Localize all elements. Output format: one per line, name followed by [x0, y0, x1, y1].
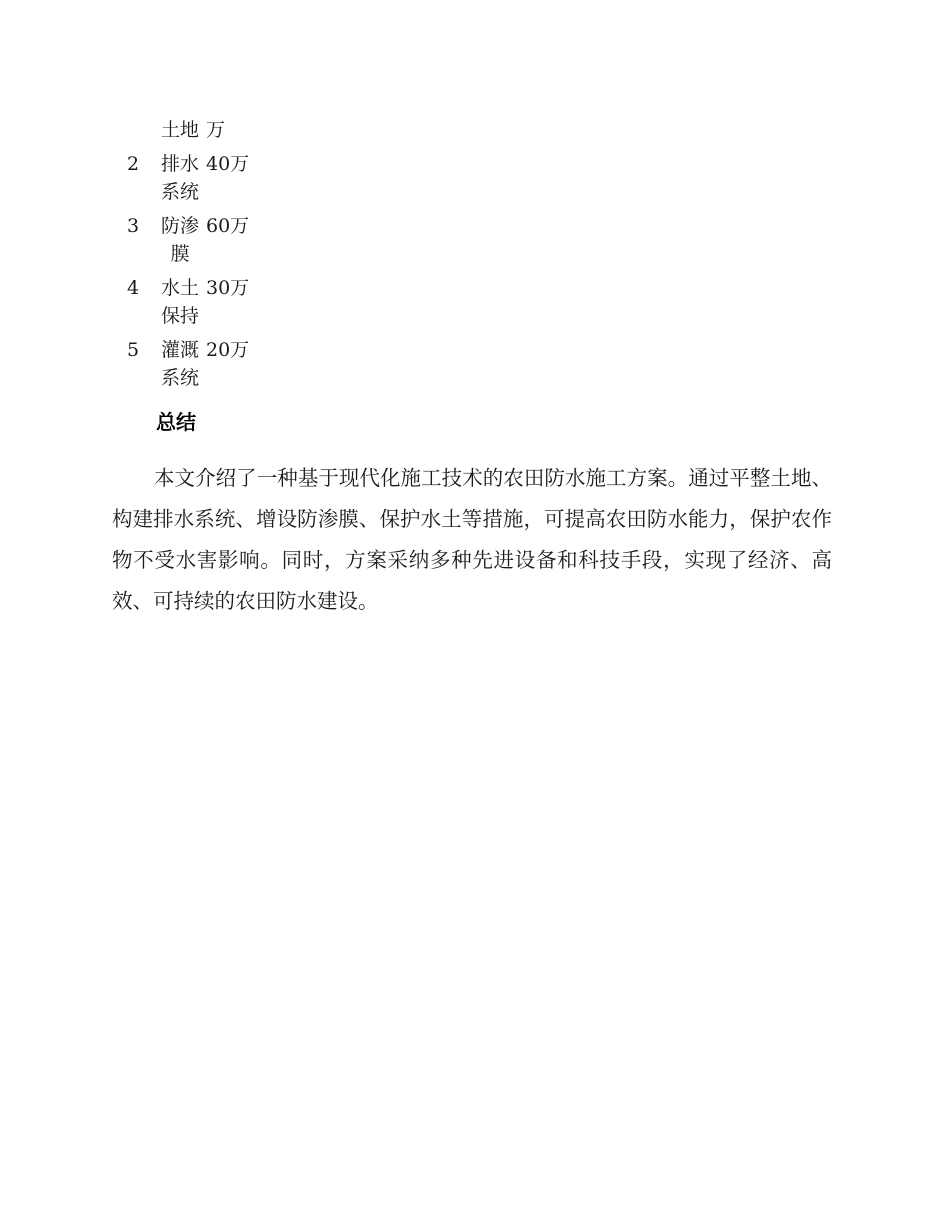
- row-cost: 20万: [206, 339, 250, 361]
- row-number: 3: [126, 215, 140, 237]
- table-row: [110, 274, 310, 330]
- row-cost: 60万: [206, 215, 250, 237]
- table-row: [110, 116, 310, 144]
- row-item: 水土保持: [160, 277, 199, 327]
- row-item: 排水系统: [160, 153, 199, 203]
- row-item: 灌溉系统: [160, 339, 199, 389]
- row-number: 2: [126, 153, 140, 175]
- row-item: 土地: [160, 119, 199, 141]
- row-cost: 30万: [206, 277, 250, 299]
- summary-paragraph: 本文介绍了一种基于现代化施工技术的农田防水施工方案。通过平整土地、构建排水系统、增设防渗膜、保护水土等措施，可提高农田防水能力，保护农作物不受水害影响。同时，方案采纳多种先进设备和科技手段，实现了经济、高效、可持续的农田防水建设。: [112, 466, 832, 613]
- table-row: [110, 150, 310, 206]
- row-number: 5: [126, 339, 140, 361]
- cost-table: [110, 116, 310, 398]
- row-cost: 40万: [206, 153, 250, 175]
- table-row: [110, 212, 310, 268]
- summary-heading: 总结: [156, 410, 196, 434]
- row-item: 防渗膜: [160, 215, 199, 265]
- row-cost: 万: [206, 119, 226, 141]
- row-number: 4: [126, 277, 140, 299]
- table-row: [110, 336, 310, 392]
